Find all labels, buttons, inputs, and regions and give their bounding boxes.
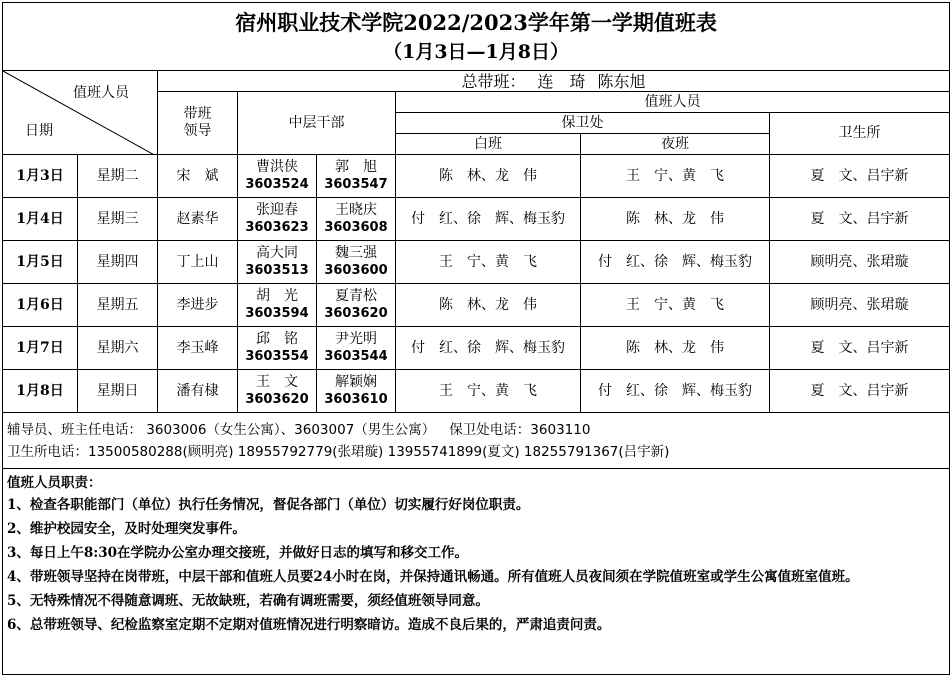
duty-schedule-table: [2, 2, 950, 675]
corner-label-date: 日期: [25, 123, 53, 139]
diagonal-line: [3, 71, 158, 155]
cadre-name: 高大同: [256, 245, 298, 261]
night-shift-cell: 王 宁、黄 飞: [581, 284, 770, 327]
cadre-phone: 3603610: [324, 392, 388, 407]
cadre-cell: [317, 241, 396, 284]
cadre-phone: 3603594: [245, 306, 309, 321]
night-shift-cell: 陈 林、龙 伟: [581, 198, 770, 241]
cadre-name: 尹光明: [335, 331, 377, 347]
corner-label-staff: 值班人员: [73, 85, 129, 101]
day-shift-cell: 王 宁、黄 飞: [396, 241, 581, 284]
table-row: [3, 198, 950, 241]
cadre-cell: [238, 241, 317, 284]
chief-name-2: 陈东旭: [597, 71, 646, 91]
table-row: [3, 284, 950, 327]
night-shift-cell: 陈 林、龙 伟: [581, 327, 770, 370]
table-row: [3, 370, 950, 413]
cadre-phone: 3603544: [324, 349, 388, 364]
date-cell: 1月6日: [3, 284, 78, 327]
table-row: [3, 155, 950, 198]
clinic-header: 卫生所: [770, 113, 950, 155]
page-subtitle: （1月3日—1月8日）: [383, 40, 569, 63]
duty-item-4: 4、带班领导坚持在岗带班，中层干部和值班人员要24小时在岗，并保持通讯畅通。所有值班人员夜间须在学院值班室或学生公寓值班室值班。: [7, 569, 859, 585]
phone-line-1: [7, 419, 949, 441]
cadre-phone: 3603600: [324, 263, 388, 278]
cadre-header: 中层干部: [238, 92, 396, 155]
table-row: [3, 241, 950, 284]
day-shift-cell: 付 红、徐 辉、梅玉豹: [396, 198, 581, 241]
cadre-name: 郭 旭: [335, 159, 377, 175]
cadre-cell: [238, 198, 317, 241]
weekday-cell: 星期日: [78, 370, 158, 413]
cadre-name: 王 文: [256, 374, 298, 390]
cadre-name: 曹洪侠: [256, 159, 298, 175]
cadre-name: 胡 光: [256, 288, 298, 304]
day-shift-cell: 陈 林、龙 伟: [396, 155, 581, 198]
cadre-name: 魏三强: [335, 245, 377, 261]
table-row: [3, 327, 950, 370]
cadre-name: 张迎春: [256, 202, 298, 218]
cadre-cell: [238, 327, 317, 370]
cadre-cell: [238, 155, 317, 198]
date-cell: 1月4日: [3, 198, 78, 241]
night-shift-header: 夜班: [581, 134, 770, 155]
security-header: 保卫处: [396, 113, 770, 134]
weekday-cell: 星期三: [78, 198, 158, 241]
leader-header: 带班 领导: [158, 92, 238, 155]
chief-label: 总带班：: [461, 71, 526, 91]
clinic-cell: 夏 文、吕宇新: [770, 327, 950, 370]
day-shift-header: 白班: [396, 134, 581, 155]
cadre-cell: [317, 155, 396, 198]
day-shift-cell: 付 红、徐 辉、梅玉豹: [396, 327, 581, 370]
cadre-cell: [238, 370, 317, 413]
date-cell: 1月7日: [3, 327, 78, 370]
cadre-phone: 3603608: [324, 220, 388, 235]
day-shift-cell: 王 宁、黄 飞: [396, 370, 581, 413]
leader-cell: 宋 斌: [158, 155, 238, 198]
cadre-cell: [317, 327, 396, 370]
corner-header: [3, 71, 158, 155]
chief-name-1: 连 琦: [537, 71, 586, 91]
duty-staff-header: 值班人员: [396, 92, 950, 113]
cadre-phone: 3603623: [245, 220, 309, 235]
cadre-name: 解颖娴: [335, 374, 377, 390]
security-phone: 保卫处电话：3603110: [449, 421, 591, 438]
cadre-phone: 3603547: [324, 177, 388, 192]
cadre-phone: 3603620: [245, 392, 309, 407]
chief-duty-row: [158, 71, 950, 92]
duty-item-6: 6、总带班领导、纪检监察室定期不定期对值班情况进行明察暗访。造成不良后果的，严肃追责问责。: [7, 617, 611, 633]
clinic-cell: 顾明亮、张珺璇: [770, 284, 950, 327]
cadre-phone: 3603620: [324, 306, 388, 321]
leader-cell: 李进步: [158, 284, 238, 327]
counselor-phones: 辅导员、班主任电话： 3603006（女生公寓）、3603007（男生公寓）: [7, 421, 436, 438]
duty-item-5: 5、无特殊情况不得随意调班、无故缺班，若确有调班需要，须经值班领导同意。: [7, 593, 489, 609]
leader-cell: 潘有棣: [158, 370, 238, 413]
page-title: 宿州职业技术学院2022/2023学年第一学期值班表: [235, 9, 717, 35]
contact-phones: [3, 413, 950, 469]
night-shift-cell: 付 红、徐 辉、梅玉豹: [581, 370, 770, 413]
leader-cell: 赵素华: [158, 198, 238, 241]
duty-item-2: 2、维护校园安全，及时处理突发事件。: [7, 521, 246, 537]
duty-item-3: 3、每日上午8:30在学院办公室办理交接班，并做好日志的填写和移交工作。: [7, 545, 469, 561]
cadre-name: 邱 铭: [256, 331, 298, 347]
cadre-name: 王晓庆: [335, 202, 377, 218]
weekday-cell: 星期六: [78, 327, 158, 370]
cadre-phone: 3603554: [245, 349, 309, 364]
leader-cell: 丁上山: [158, 241, 238, 284]
date-cell: 1月8日: [3, 370, 78, 413]
cadre-name: 夏青松: [335, 288, 377, 304]
date-cell: 1月5日: [3, 241, 78, 284]
cadre-cell: [317, 370, 396, 413]
weekday-cell: 星期五: [78, 284, 158, 327]
duty-responsibilities: [3, 469, 950, 675]
cadre-phone: 3603513: [245, 263, 309, 278]
cadre-cell: [317, 284, 396, 327]
clinic-cell: 夏 文、吕宇新: [770, 198, 950, 241]
title-cell: [3, 3, 950, 71]
clinic-cell: 夏 文、吕宇新: [770, 155, 950, 198]
clinic-phones: 卫生所电话：13500580288(顾明亮) 18955792779(张珺璇) 13955741899(夏文) 18255791367(吕宇新): [7, 443, 670, 460]
day-shift-cell: 陈 林、龙 伟: [396, 284, 581, 327]
weekday-cell: 星期二: [78, 155, 158, 198]
leader-cell: 李玉峰: [158, 327, 238, 370]
clinic-cell: 夏 文、吕宇新: [770, 370, 950, 413]
cadre-cell: [238, 284, 317, 327]
night-shift-cell: 王 宁、黄 飞: [581, 155, 770, 198]
night-shift-cell: 付 红、徐 辉、梅玉豹: [581, 241, 770, 284]
weekday-cell: 星期四: [78, 241, 158, 284]
duties-heading: 值班人员职责：: [7, 475, 102, 491]
duty-item-1: 1、检查各职能部门（单位）执行任务情况，督促各部门（单位）切实履行好岗位职责。: [7, 497, 530, 513]
cadre-phone: 3603524: [245, 177, 309, 192]
cadre-cell: [317, 198, 396, 241]
clinic-cell: 顾明亮、张珺璇: [770, 241, 950, 284]
date-cell: 1月3日: [3, 155, 78, 198]
